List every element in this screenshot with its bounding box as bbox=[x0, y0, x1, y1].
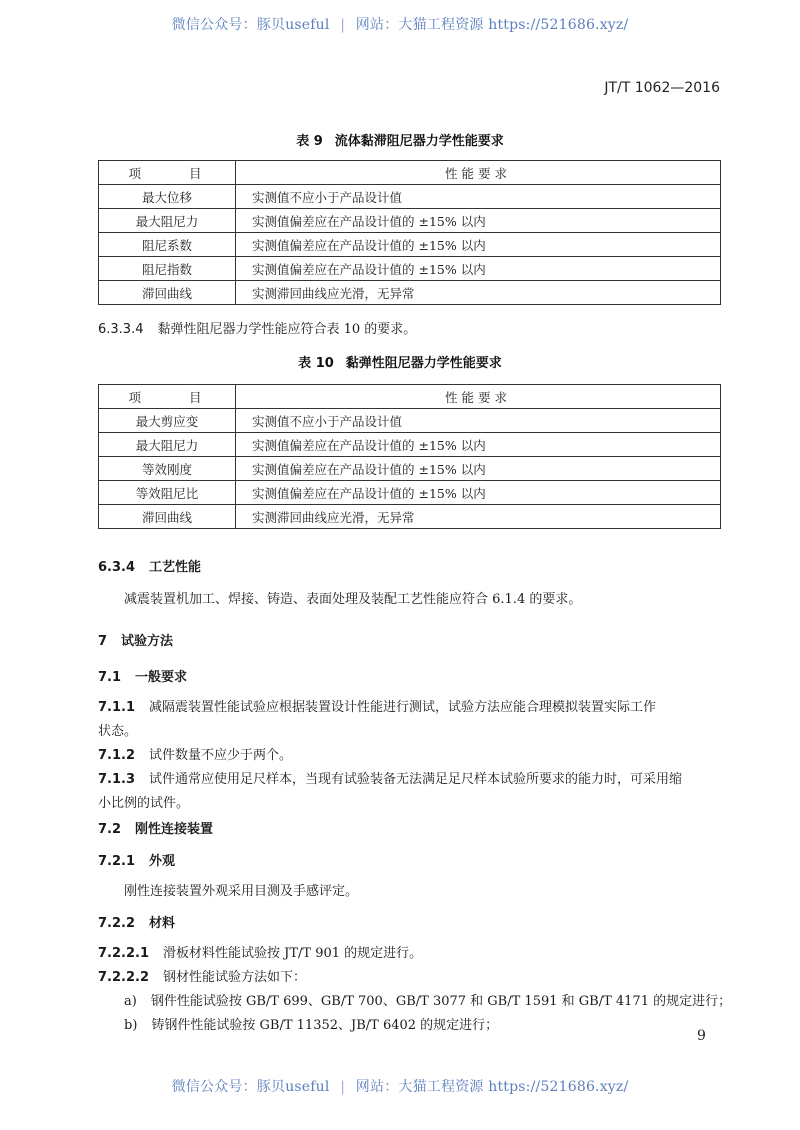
section-number: 7.2 bbox=[98, 822, 122, 837]
watermark-wechat: 微信公众号：豚贝useful bbox=[171, 17, 330, 33]
table-row bbox=[99, 505, 721, 529]
list-label: b) bbox=[124, 1018, 138, 1033]
table-row bbox=[99, 457, 721, 481]
clause-number: 6.3.3.4 bbox=[98, 322, 144, 337]
clause-7-1-1-cont: 状态。 bbox=[98, 724, 138, 739]
clause-6-3-3-4 bbox=[98, 318, 416, 337]
row-item: 最大阻尼力 bbox=[99, 209, 236, 233]
table10-title: 黏弹性阻尼器力学性能要求 bbox=[345, 356, 502, 371]
clause-text: 试件通常应使用足尺样本，当现有试验装备无法满足足尺样本试验所要求的能力时，可采用缩 bbox=[149, 772, 683, 787]
watermark-bottom bbox=[0, 1076, 800, 1096]
row-item: 最大剪应变 bbox=[99, 409, 236, 433]
section-6-3-4-body: 减震装置机加工、焊接、铸造、表面处理及装配工艺性能应符合 6.1.4 的要求。 bbox=[124, 592, 582, 607]
section-7-1-heading bbox=[98, 666, 187, 685]
clause-7-1-3 bbox=[98, 768, 682, 787]
list-text: 铸钢件性能试验按 GB/T 11352、JB/T 6402 的规定进行； bbox=[151, 1018, 499, 1033]
row-item: 滞回曲线 bbox=[99, 281, 236, 305]
header-requirement: 性能要求 bbox=[236, 385, 721, 409]
row-requirement: 实测值不应小于产品设计值 bbox=[236, 409, 721, 433]
clause-7-2-2-1 bbox=[98, 942, 422, 961]
table-row bbox=[99, 185, 721, 209]
list-item-b bbox=[124, 1014, 498, 1033]
section-7-2-heading bbox=[98, 818, 213, 837]
list-label: a) bbox=[124, 994, 137, 1009]
row-item: 等效阻尼比 bbox=[99, 481, 236, 505]
table-row bbox=[99, 257, 721, 281]
watermark-site: 网站：大猫工程资源 https://521686.xyz/ bbox=[355, 1079, 629, 1095]
section-title: 材料 bbox=[149, 916, 176, 931]
clause-7-1-1 bbox=[98, 696, 656, 715]
section-title: 试验方法 bbox=[121, 634, 174, 649]
table-row bbox=[99, 409, 721, 433]
clause-number: 7.1.1 bbox=[98, 700, 136, 715]
clause-text: 滑板材料性能试验按 JT/T 901 的规定进行。 bbox=[163, 946, 423, 961]
section-title: 工艺性能 bbox=[149, 560, 202, 575]
watermark-separator: | bbox=[340, 17, 346, 33]
table10-caption bbox=[0, 352, 800, 371]
list-item-a bbox=[124, 990, 731, 1009]
clause-text: 减隔震装置性能试验应根据装置设计性能进行测试，试验方法应能合理模拟装置实际工作 bbox=[149, 700, 657, 715]
table-row bbox=[99, 481, 721, 505]
table-header-row bbox=[99, 161, 721, 185]
watermark-site: 网站：大猫工程资源 https://521686.xyz/ bbox=[355, 17, 629, 33]
clause-7-1-3-cont: 小比例的试件。 bbox=[98, 796, 190, 811]
watermark-separator: | bbox=[340, 1079, 346, 1095]
section-title: 刚性连接装置 bbox=[135, 822, 214, 837]
section-number: 6.3.4 bbox=[98, 560, 136, 575]
row-requirement: 实测滞回曲线应光滑，无异常 bbox=[236, 505, 721, 529]
table-row bbox=[99, 281, 721, 305]
row-requirement: 实测值不应小于产品设计值 bbox=[236, 185, 721, 209]
section-title: 一般要求 bbox=[135, 670, 188, 685]
row-item: 阻尼指数 bbox=[99, 257, 236, 281]
table9 bbox=[98, 160, 721, 305]
row-item: 最大位移 bbox=[99, 185, 236, 209]
clause-text: 试件数量不应少于两个。 bbox=[149, 748, 293, 763]
row-requirement: 实测滞回曲线应光滑，无异常 bbox=[236, 281, 721, 305]
table-header-row bbox=[99, 385, 721, 409]
table10 bbox=[98, 384, 721, 529]
section-number: 7.2.1 bbox=[98, 854, 136, 869]
row-requirement: 实测值偏差应在产品设计值的 ±15% 以内 bbox=[236, 481, 721, 505]
row-requirement: 实测值偏差应在产品设计值的 ±15% 以内 bbox=[236, 457, 721, 481]
header-item: 项 目 bbox=[99, 385, 236, 409]
table9-title: 流体黏滞阻尼器力学性能要求 bbox=[334, 134, 504, 149]
table9-caption bbox=[0, 130, 800, 149]
table-row bbox=[99, 233, 721, 257]
clause-text: 钢材性能试验方法如下： bbox=[163, 970, 307, 985]
section-7-2-2-heading bbox=[98, 912, 175, 931]
section-number: 7.2.2 bbox=[98, 916, 136, 931]
section-7-heading bbox=[98, 630, 173, 649]
row-requirement: 实测值偏差应在产品设计值的 ±15% 以内 bbox=[236, 233, 721, 257]
section-number: 7.1 bbox=[98, 670, 122, 685]
header-item: 项 目 bbox=[99, 161, 236, 185]
row-item: 滞回曲线 bbox=[99, 505, 236, 529]
row-requirement: 实测值偏差应在产品设计值的 ±15% 以内 bbox=[236, 209, 721, 233]
clause-7-2-2-2 bbox=[98, 966, 306, 985]
table-row bbox=[99, 433, 721, 457]
section-7-2-1-heading bbox=[98, 850, 175, 869]
list-text: 钢件性能试验按 GB/T 699、GB/T 700、GB/T 3077 和 GB/T 1591 和 GB/T 4171 的规定进行； bbox=[150, 994, 732, 1009]
watermark-top bbox=[0, 14, 800, 34]
section-6-3-4-heading bbox=[98, 556, 201, 575]
clause-number: 7.2.2.1 bbox=[98, 946, 149, 961]
table9-number: 表 9 bbox=[296, 134, 323, 149]
clause-text: 黏弹性阻尼器力学性能应符合表 10 的要求。 bbox=[157, 322, 417, 337]
section-number: 7 bbox=[98, 634, 108, 649]
row-requirement: 实测值偏差应在产品设计值的 ±15% 以内 bbox=[236, 433, 721, 457]
clause-number: 7.2.2.2 bbox=[98, 970, 149, 985]
row-requirement: 实测值偏差应在产品设计值的 ±15% 以内 bbox=[236, 257, 721, 281]
row-item: 阻尼系数 bbox=[99, 233, 236, 257]
clause-7-1-2 bbox=[98, 744, 292, 763]
table-row bbox=[99, 209, 721, 233]
header-requirement: 性能要求 bbox=[236, 161, 721, 185]
clause-number: 7.1.2 bbox=[98, 748, 136, 763]
section-title: 外观 bbox=[149, 854, 176, 869]
section-7-2-1-body: 刚性连接装置外观采用目测及手感评定。 bbox=[124, 884, 359, 899]
row-item: 等效刚度 bbox=[99, 457, 236, 481]
watermark-wechat: 微信公众号：豚贝useful bbox=[171, 1079, 330, 1095]
row-item: 最大阻尼力 bbox=[99, 433, 236, 457]
page-number: 9 bbox=[697, 1028, 706, 1044]
table10-number: 表 10 bbox=[298, 356, 334, 371]
clause-number: 7.1.3 bbox=[98, 772, 136, 787]
standard-code: JT/T 1062—2016 bbox=[604, 80, 720, 96]
